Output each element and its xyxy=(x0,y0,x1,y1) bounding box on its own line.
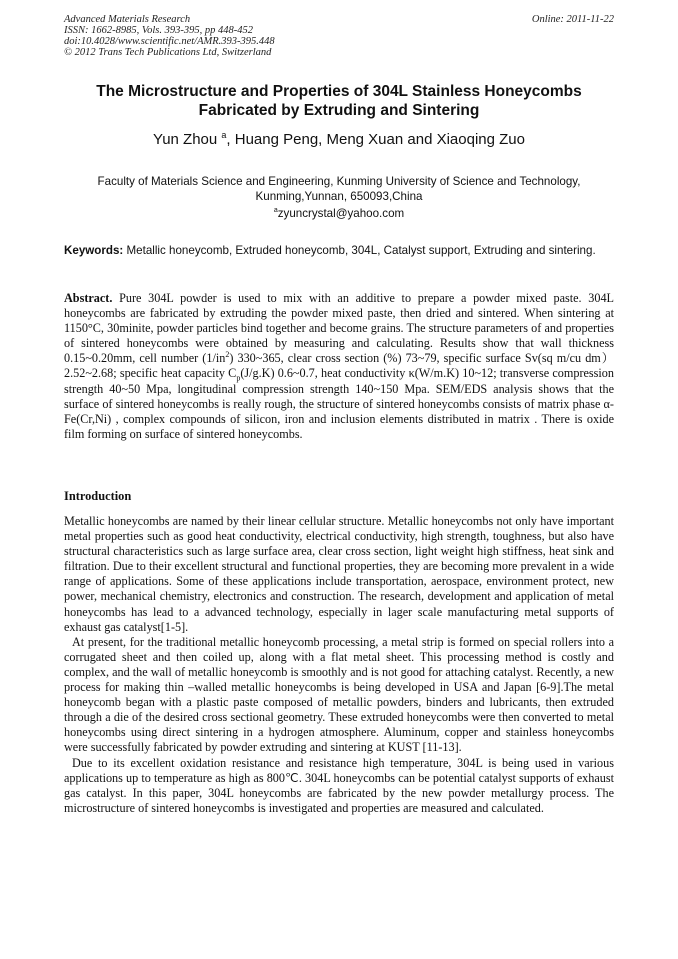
introduction-body xyxy=(64,514,614,816)
issn-line: ISSN: 1662-8985, Vols. 393-395, pp 448-452 xyxy=(64,25,253,36)
title-line-2: Fabricated by Extruding and Sintering xyxy=(198,102,480,119)
introduction-heading: Introduction xyxy=(64,489,132,503)
journal-metadata xyxy=(64,14,275,58)
email-address[interactable]: zyuncrystal@yahoo.com xyxy=(277,207,405,220)
intro-paragraph-1: Metallic honeycombs are named by their linear cellular structure. Metallic honeycombs not only have important metal properties such as good heat conductivity, electrical conductivity, high strength, toughness, but also have structural characteristics such as large surface area, clear cross section, light weight high stiffness, heat sink and filtration. Due to their excellent structural and functional properties, they are becoming more prevalent in a wide range of applications. Some of these applications include transportation, aerospace, environment protect, new power, mechanical chemistry, electronics and construction. The research, development and application of metal honeycombs has lead to a advanced technology, especially in lager scale manufacturing metal supports of exhaust gas catalyst[1-5]. xyxy=(64,514,614,634)
copyright-line: © 2012 Trans Tech Publications Ltd, Switzerland xyxy=(64,47,272,58)
email-line xyxy=(64,207,614,220)
author-superscript: a xyxy=(221,130,227,140)
keywords xyxy=(64,243,614,259)
intro-paragraph-3: Due to its excellent oxidation resistance and resistance high temperature, 304L is being used in various applications up to temperature as high as 800℃. 304L honeycombs can be potential catalyst supports of exhaust gas catalyst. In this paper, 304L honeycombs are fabricated by the new powder metallurgy process. The microstructure of sintered honeycombs is investigated and properties are measured and calculated. xyxy=(64,755,614,815)
email-superscript: a xyxy=(273,207,278,215)
abstract xyxy=(64,291,614,442)
abstract-superscript: 2 xyxy=(225,350,230,360)
first-author: Yun Zhou xyxy=(153,131,218,148)
other-authors: , Huang Peng, Meng Xuan and Xiaoqing Zuo xyxy=(226,131,525,148)
abstract-label: Abstract. xyxy=(64,291,113,305)
abstract-subscript: p xyxy=(236,373,241,383)
online-date: Online: 2011-11-22 xyxy=(531,14,614,25)
affiliation-line-1: Faculty of Materials Science and Engineering, Kunming University of Science and Technology, xyxy=(97,175,581,188)
journal-name: Advanced Materials Research xyxy=(64,14,191,25)
abstract-text-2: ) 330~365, clear cross section (%) 73~79, specific surface Sv(sq m/cu dm）2.52~2.68; specific heat capacity C xyxy=(64,351,614,381)
doi-line: doi:10.4028/www.scientific.net/AMR.393-395.448 xyxy=(64,36,275,47)
abstract-text-3: (J/g.K) 0.6~0.7, heat conductivity κ(W/m.K) 10~12; transverse compression strength 40~50 Mpa, longitudinal compression strength 140~150 Mpa. SEM/EDS analysis shows that the surface of sintered honeycombs is really rough, the structure of sintered honeycombs consists of matrix phase α-Fe(Cr,Ni) , complex compounds of silicon, iron and inclusion elements distributed in matrix . There is oxide film forming on surface of sintered honeycombs. xyxy=(64,366,614,441)
title-line-1: The Microstructure and Properties of 304L Stainless Honeycombs xyxy=(96,83,582,100)
affiliation-line-2: Kunming,Yunnan, 650093,China xyxy=(255,190,423,203)
abstract-text-1: Pure 304L powder is used to mix with an additive to prepare a powder mixed paste. 304L honeycombs are fabricated by extruding the powder mixed paste, then dried and sintered. When sintering at 1150°C, 30minite, powder particles bind together and become grains. The structure parameters of and properties of sintered honeycombs were obtained by measuring and calculating. Results show that wall thickness 0.15~0.20mm, cell number (1/in xyxy=(64,291,614,366)
intro-paragraph-2: At present, for the traditional metallic honeycomb processing, a metal strip is formed on special rollers into a corrugated sheet and then coiled up, along with a flat metal sheet. This processing method is costly and complex, and the wall of metallic honeycomb is smoothly and is not good for attaching catalyst. Recently, a new process for making thin –walled metallic honeycombs is being developed in USA and Japan [6-9].The metal honeycomb began with a plastic paste composed of metallic powders, binders and lubricants, then extruded through a die of the desired cross sectional geometry. These extruded honeycombs were then converted to metal honeycombs using direct sintering in a hydrogen atmosphere. Aluminum, copper and stainless honeycombs were successfully fabricated by powder extruding and sintering at KUST [11-13]. xyxy=(64,634,614,755)
keywords-label: Keywords: xyxy=(64,244,124,257)
affiliation xyxy=(64,174,614,204)
paper-title xyxy=(64,82,614,120)
author-list xyxy=(64,131,614,148)
keywords-text: Metallic honeycomb, Extruded honeycomb, 304L, Catalyst support, Extruding and sintering. xyxy=(123,244,596,257)
